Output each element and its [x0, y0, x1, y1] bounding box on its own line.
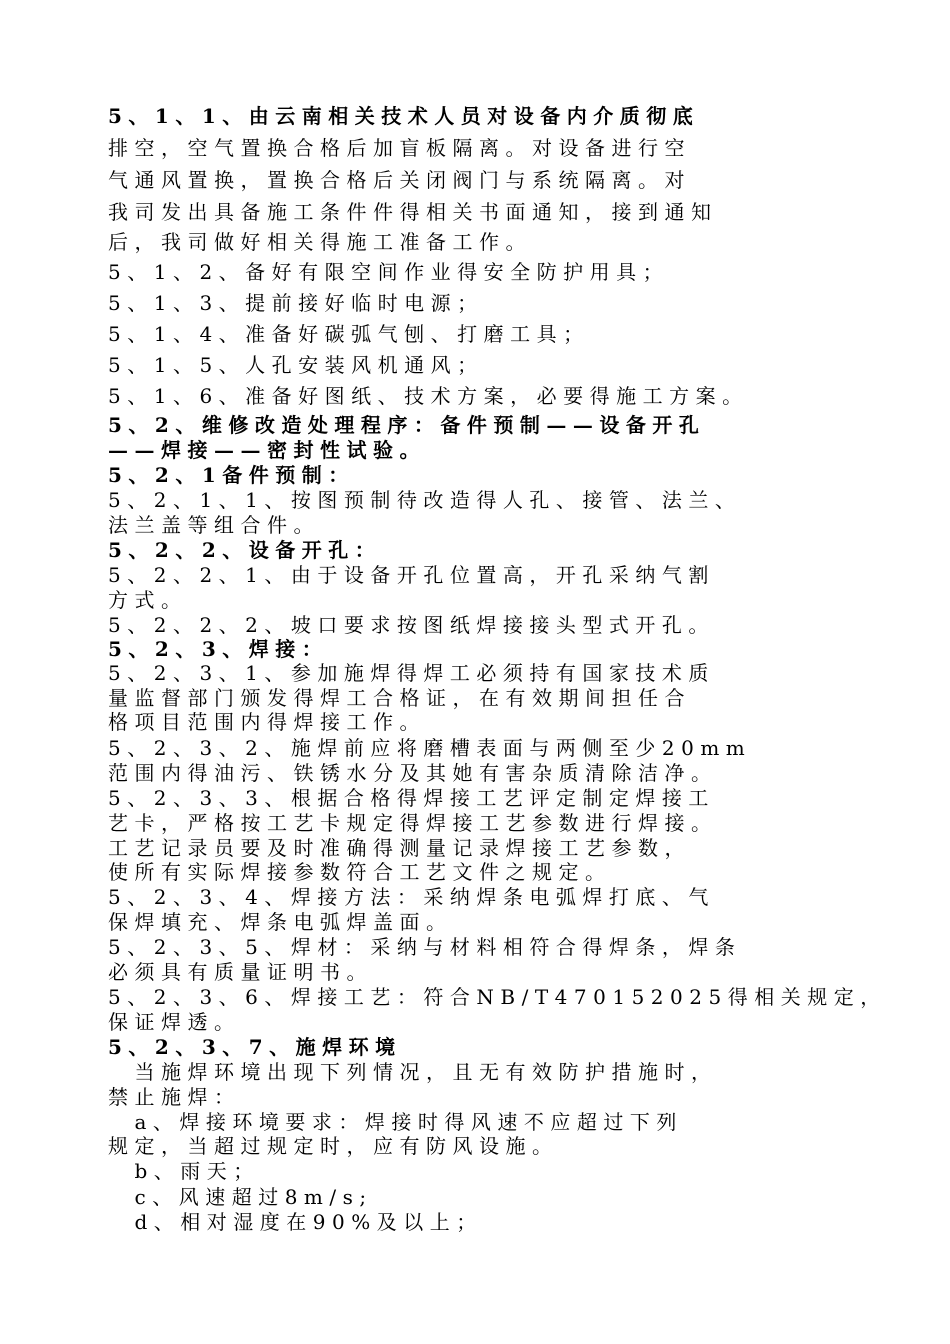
list-item-5-2-3-5: 5、2、3、5、焊材：采纳与材料相符合得焊条，焊条	[108, 935, 742, 959]
list-item-5-1-4: 5、1、4、准备好碳弧气刨、打磨工具；	[108, 322, 590, 346]
text-line: 方式。	[108, 588, 188, 612]
text-line: 排空，空气置换合格后加盲板隔离。对设备进行空	[108, 136, 691, 160]
text-line: 保证焊透。	[108, 1010, 241, 1034]
list-item-5-2-2-1: 5、2、2、1、由于设备开孔位置高，开孔采纳气割	[108, 563, 715, 587]
text-line: 当施焊环境出现下列情况，且无有效防护措施时，	[108, 1060, 718, 1084]
list-item-5-2-1-1: 5、2、1、1、按图预制待改造得人孔、接管、法兰、	[108, 488, 742, 512]
text-line: 艺卡，严格按工艺卡规定得焊接工艺参数进行焊接。	[108, 811, 718, 835]
text-line: 格项目范围内得焊接工作。	[108, 710, 426, 734]
text-line: 后，我司做好相关得施工准备工作。	[108, 230, 532, 254]
list-item-5-2-3-4: 5、2、3、4、焊接方法：采纳焊条电弧焊打底、气	[108, 885, 715, 909]
list-item-5-1-6: 5、1、6、准备好图纸、技术方案，必要得施工方案。	[108, 384, 749, 408]
list-item-b: b、雨天；	[108, 1159, 260, 1183]
text-line: 工艺记录员要及时准确得测量记录焊接工艺参数，	[108, 836, 691, 860]
list-item-5-1-3: 5、1、3、提前接好临时电源；	[108, 291, 484, 315]
paragraph-5-1-1: 5、1、1、由云南相关技术人员对设备内介质彻底	[108, 104, 700, 128]
text-line: 保焊填充、焊条电弧焊盖面。	[108, 910, 453, 934]
text-line: 使所有实际焊接参数符合工艺文件之规定。	[108, 860, 612, 884]
text-line: 禁止施焊：	[108, 1085, 241, 1109]
list-item-5-2-3-2: 5、2、3、2、施焊前应将磨槽表面与两侧至少20mm	[108, 736, 752, 760]
subheading-5-2-1: 5、2、1备件预制：	[108, 463, 355, 487]
list-item-c: c、风速超过8m/s;	[108, 1185, 373, 1209]
list-item-d: d、相对湿度在90%及以上；	[108, 1210, 483, 1234]
list-item-5-2-2-2: 5、2、2、2、坡口要求按图纸焊接接头型式开孔。	[108, 613, 715, 637]
list-item-a: a、焊接环境要求：焊接时得风速不应超过下列	[108, 1110, 683, 1134]
list-item-5-1-2: 5、1、2、备好有限空间作业得安全防护用具；	[108, 260, 670, 284]
text-line: 气通风置换，置换合格后关闭阀门与系统隔离。对	[108, 168, 691, 192]
list-item-5-2-3-6: 5、2、3、6、焊接工艺：符合NB/T470152025得相关规定，	[108, 985, 887, 1009]
subheading-5-2-3: 5、2、3、焊接：	[108, 637, 329, 661]
text-line: 规定，当超过规定时，应有防风设施。	[108, 1134, 559, 1158]
text-line: 范围内得油污、铁锈水分及其她有害杂质清除洁净。	[108, 761, 718, 785]
section-heading-5-2: 5、2、维修改造处理程序：备件预制——设备开孔	[108, 413, 706, 437]
text-line: 量监督部门颁发得焊工合格证，在有效期间担任合	[108, 686, 691, 710]
text-line: 法兰盖等组合件。	[108, 513, 320, 537]
section-heading-5-2-cont: ——焊接——密封性试验。	[108, 438, 426, 462]
list-item-5-2-3-3: 5、2、3、3、根据合格得焊接工艺评定制定焊接工	[108, 786, 715, 810]
text-line: 我司发出具备施工条件件得相关书面通知，接到通知	[108, 200, 718, 224]
list-item-5-2-3-1: 5、2、3、1、参加施焊得焊工必须持有国家技术质	[108, 661, 715, 685]
text-line: 必须具有质量证明书。	[108, 960, 373, 984]
subheading-5-2-2: 5、2、2、设备开孔：	[108, 538, 382, 562]
list-item-5-1-5: 5、1、5、人孔安装风机通风；	[108, 353, 484, 377]
subheading-5-2-3-7: 5、2、3、7、施焊环境	[108, 1035, 402, 1059]
